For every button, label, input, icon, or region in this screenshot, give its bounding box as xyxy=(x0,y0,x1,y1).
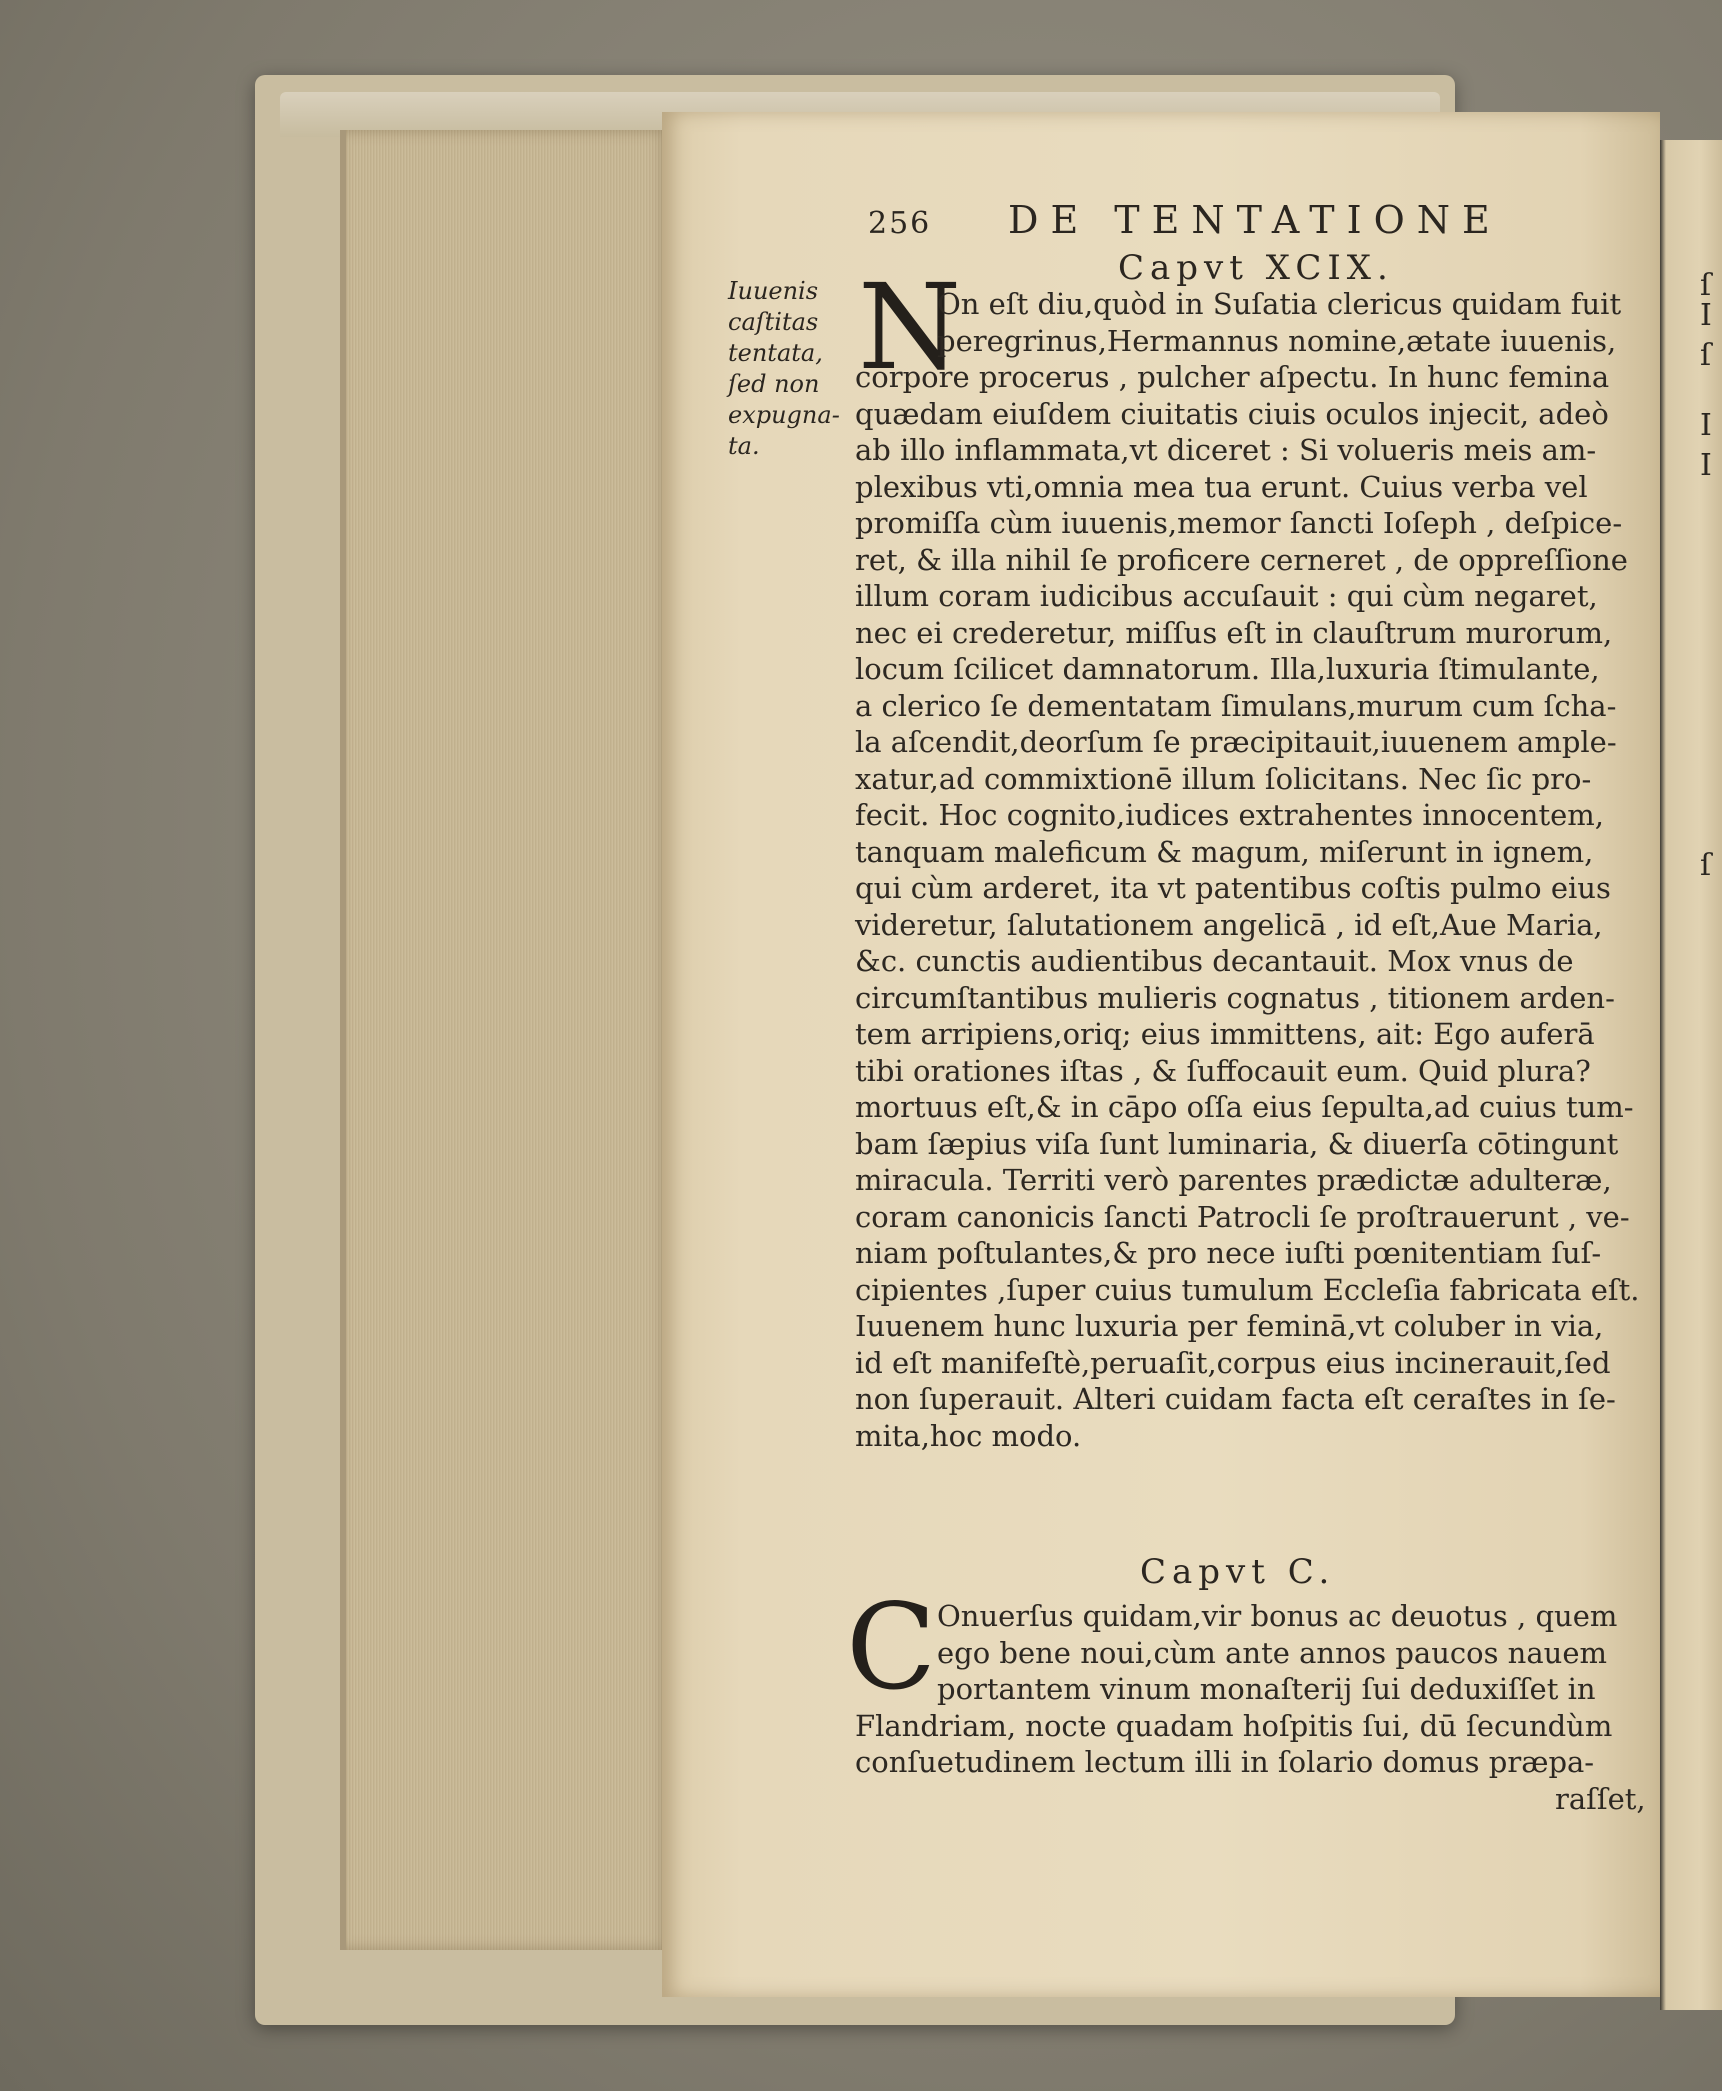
text-line: peregrinus,Hermannus nomine,ætate iuuenis, xyxy=(937,323,1617,358)
text-line: miracula. Territi verò parentes prædictæ adulteræ, xyxy=(855,1163,1612,1197)
marginal-line: caſtitas xyxy=(728,308,819,336)
text-line: plexibus vti,omnia mea tua erunt. Cuius verba vel xyxy=(855,469,1588,504)
text-line: illum coram iudicibus accuſauit : qui cùm negaret, xyxy=(855,579,1598,613)
text-line: la aſcendit,deorſum ſe præcipitauit,iuuenem ample- xyxy=(855,725,1617,759)
next-page-glyph: I xyxy=(1700,408,1712,443)
text-line: conſuetudinem lectum illi in ſolario domus præpa- xyxy=(855,1745,1595,1779)
page-edges-stack xyxy=(340,130,671,1950)
text-line: Iuuenem hunc luxuria per feminā,vt coluber in via, xyxy=(855,1309,1604,1343)
text-line: ego bene noui,cùm ante annos paucos nauem xyxy=(937,1635,1607,1670)
text-line: videretur, ſalutationem angelicā , id eſt,Aue Maria, xyxy=(855,907,1603,942)
page-number: 256 xyxy=(868,206,932,241)
marginal-line: expugna- xyxy=(728,401,840,429)
text-line: bam ſæpius viſa ſunt luminaria, & diuerſa cōtingunt xyxy=(855,1126,1619,1161)
next-page-sliver xyxy=(1660,140,1722,2010)
next-page-glyph: ſ xyxy=(1700,268,1712,303)
text-line: a clerico ſe dementatam ſimulans,murum cum ſcha- xyxy=(855,688,1617,723)
text-line: circumſtantibus mulieris cognatus , titionem arden- xyxy=(855,980,1615,1015)
marginal-line: ſed non xyxy=(728,370,820,398)
text-line: nec ei crederetur, miſſus eſt in clauſtrum murorum, xyxy=(855,615,1613,650)
text-line: raſſet, xyxy=(1555,1781,1646,1816)
text-line: tem arripiens,oriq; eius immittens, ait: Ego auferā xyxy=(855,1017,1595,1051)
text-line: ret, & illa nihil ſe proficere cerneret , de oppreſſione xyxy=(855,542,1628,577)
text-line: portantem vinum monaſterij ſui deduxiſſet in xyxy=(937,1672,1596,1706)
text-line: coram canonicis ſancti Patrocli ſe proſtrauerunt , ve- xyxy=(855,1199,1630,1234)
text-line: quædam eiuſdem ciuitatis ciuis oculos injecit, adeò xyxy=(855,396,1609,431)
text-line: corpore procerus , pulcher aſpectu. In hunc femina xyxy=(855,360,1610,394)
text-line: cipientes ,ſuper cuius tumulum Eccleſia fabricata eſt. xyxy=(855,1272,1640,1307)
text-line: qui cùm arderet, ita vt patentibus coſtis pulmo eius xyxy=(855,871,1611,905)
text-line: id eſt manifeſtè,peruaſit,corpus eius incinerauit,ſed xyxy=(855,1345,1611,1380)
text-line: ab illo inflammata,vt diceret : Si volueris meis am- xyxy=(855,433,1597,467)
next-page-glyph: ſ xyxy=(1700,848,1712,883)
text-line: tibi orationes iſtas , & ſuffocauit eum. Quid plura? xyxy=(855,1053,1591,1088)
chapter-heading-99: Capvt XCIX. xyxy=(1118,248,1394,288)
marginal-note xyxy=(728,276,848,462)
next-page-glyph: ſ xyxy=(1700,338,1712,373)
marginal-line: ta. xyxy=(728,432,760,460)
text-line: Flandriam, nocte quadam hoſpitis ſui, dū ſecundùm xyxy=(855,1708,1613,1743)
text-line: fecit. Hoc cognito,iudices extrahentes innocentem, xyxy=(855,798,1605,832)
marginal-line: tentata, xyxy=(728,339,823,367)
next-page-glyph: I xyxy=(1700,298,1712,333)
running-head xyxy=(868,198,1658,248)
drop-cap-c: C xyxy=(846,1578,937,1716)
text-line: &c. cunctis audientibus decantauit. Mox vnus de xyxy=(855,944,1574,978)
text-line: xatur,ad commixtionē illum ſolicitans. Nec ſic pro- xyxy=(855,761,1592,796)
next-page-glyph: I xyxy=(1700,448,1712,483)
page-title: DE TENTATIONE xyxy=(1008,198,1502,242)
text-line: promiſſa cùm iuuenis,memor ſancti Ioſeph , deſpice- xyxy=(855,506,1623,540)
text-line: Onuerſus quidam,vir bonus ac deuotus , quem xyxy=(937,1599,1618,1633)
chapter-heading-100: Capvt C. xyxy=(1140,1552,1336,1592)
text-line: mita,hoc modo. xyxy=(855,1418,1082,1453)
chapter-100-text xyxy=(855,1598,1655,1817)
text-line: niam poſtulantes,& pro nece iuſti pœnitentiam ſuſ- xyxy=(855,1236,1602,1270)
text-line: On eſt diu,quòd in Suſatia clericus quidam fuit xyxy=(937,287,1622,321)
text-line: non ſuperauit. Alteri cuidam facta eſt ceraſtes in ſe- xyxy=(855,1382,1616,1416)
marginal-line: Iuuenis xyxy=(728,277,819,305)
text-line: tanquam maleficum & magum, miſerunt in ignem, xyxy=(855,834,1594,869)
text-line: locum ſcilicet damnatorum. Illa,luxuria ſtimulante, xyxy=(855,652,1600,686)
drop-cap-n: N xyxy=(858,258,962,396)
chapter-99-text xyxy=(855,286,1655,1454)
text-line: mortuus eſt,& in cāpo oſſa eius ſepulta,ad cuius tum- xyxy=(855,1090,1634,1124)
